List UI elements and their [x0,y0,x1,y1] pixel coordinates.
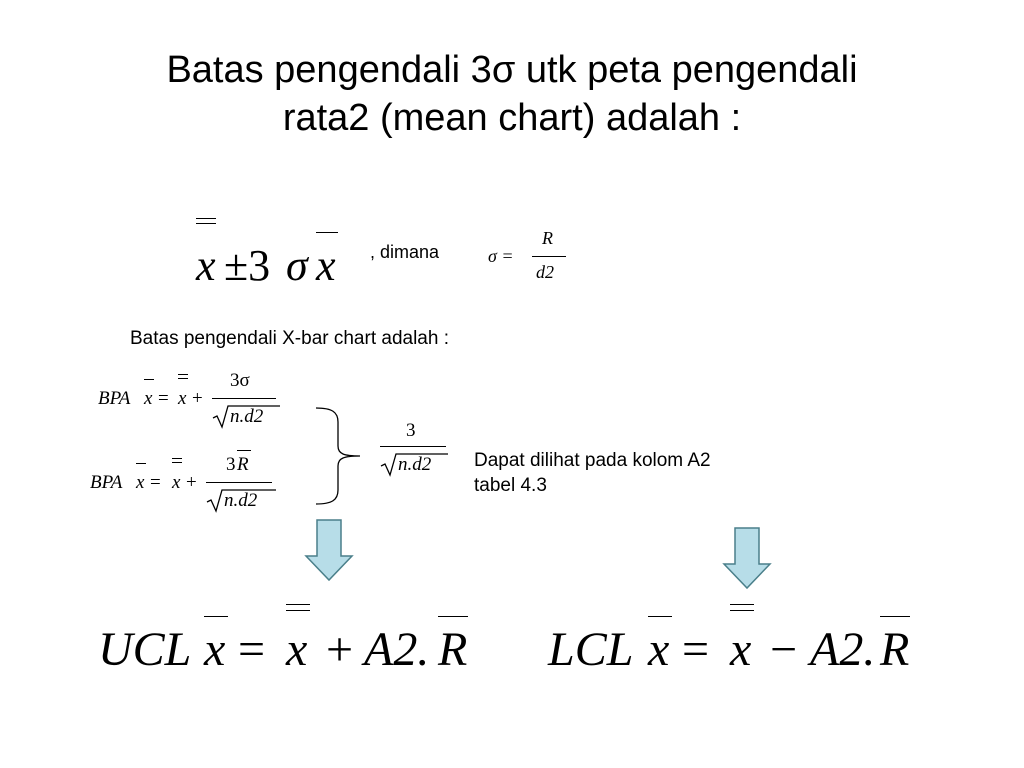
note-line-2: tabel 4.3 [474,475,547,496]
sigma-lhs: σ = [488,246,514,266]
double-bar [730,604,754,611]
bpa-label: BPA [90,472,123,493]
double-bar [286,604,310,611]
xbarbar-symbol: x [178,388,187,409]
denominator: n.d2 [224,490,258,511]
rbar-symbol: R [880,623,910,676]
xbar-symbol: x [144,388,153,409]
fraction-line [532,256,566,257]
xbar-symbol: x [316,241,336,290]
section-label: Batas pengendali X-bar chart adalah : [130,328,449,349]
xbar-symbol: x [136,472,145,493]
fraction-line [206,482,272,483]
overbar [648,616,672,617]
fraction-line [380,446,446,447]
denominator: n.d2 [398,454,432,475]
overbar [144,379,154,380]
down-arrow-icon [722,526,772,590]
slide-title [40,46,984,142]
ucl-label: UCL [98,623,192,676]
down-arrow-icon [304,518,354,582]
xbarbar-symbol: x [730,623,752,676]
equals-sign: = [682,623,710,676]
plus-sign: + [326,623,354,676]
double-bar [172,458,182,463]
denominator: n.d2 [230,406,264,427]
xbarbar-symbol: x [286,623,308,676]
overbar [880,616,910,617]
title-line-2: rata2 (mean chart) adalah : [282,97,742,139]
plus-minus-three: ±3 [224,241,271,290]
rbar-symbol: R [438,623,468,676]
equals-sign: = [150,472,161,493]
minus-sign: − [770,623,798,676]
numerator-r: R [237,454,249,475]
overbar [438,616,468,617]
sigma-numerator: R [542,228,553,248]
overbar [204,616,228,617]
double-bar [178,374,188,379]
equals-sign: = [238,623,266,676]
overbar [237,450,251,451]
lcl-label: LCL [548,623,634,676]
bpa-label: BPA [98,388,131,409]
curly-brace-icon [314,406,364,506]
dimana-label: , dimana [370,242,440,262]
xbar-symbol: x [204,623,226,676]
xbar-symbol: x [648,623,670,676]
sigma-denominator: d2 [536,262,554,282]
sigma-symbol: σ [286,241,308,290]
overbar [136,463,146,464]
numerator: 3 [406,420,416,441]
a2-factor: A2. [810,623,876,676]
fraction-line [212,398,276,399]
xbarbar-symbol: x [172,472,181,493]
note-text [474,448,711,498]
numerator: 3σ [230,370,250,391]
note-line-1: Dapat dilihat pada kolom A2 [474,450,711,471]
a2-factor: A2. [364,623,430,676]
numerator-3: 3 [226,454,236,475]
equals-sign: = [158,388,169,409]
double-bar [196,218,216,224]
overbar [316,232,338,233]
plus-sign: + [192,388,203,409]
plus-sign: + [186,472,197,493]
xbarbar-symbol: x [196,241,216,290]
title-line-1: Batas pengendali 3σ utk peta pengendali [166,49,858,91]
